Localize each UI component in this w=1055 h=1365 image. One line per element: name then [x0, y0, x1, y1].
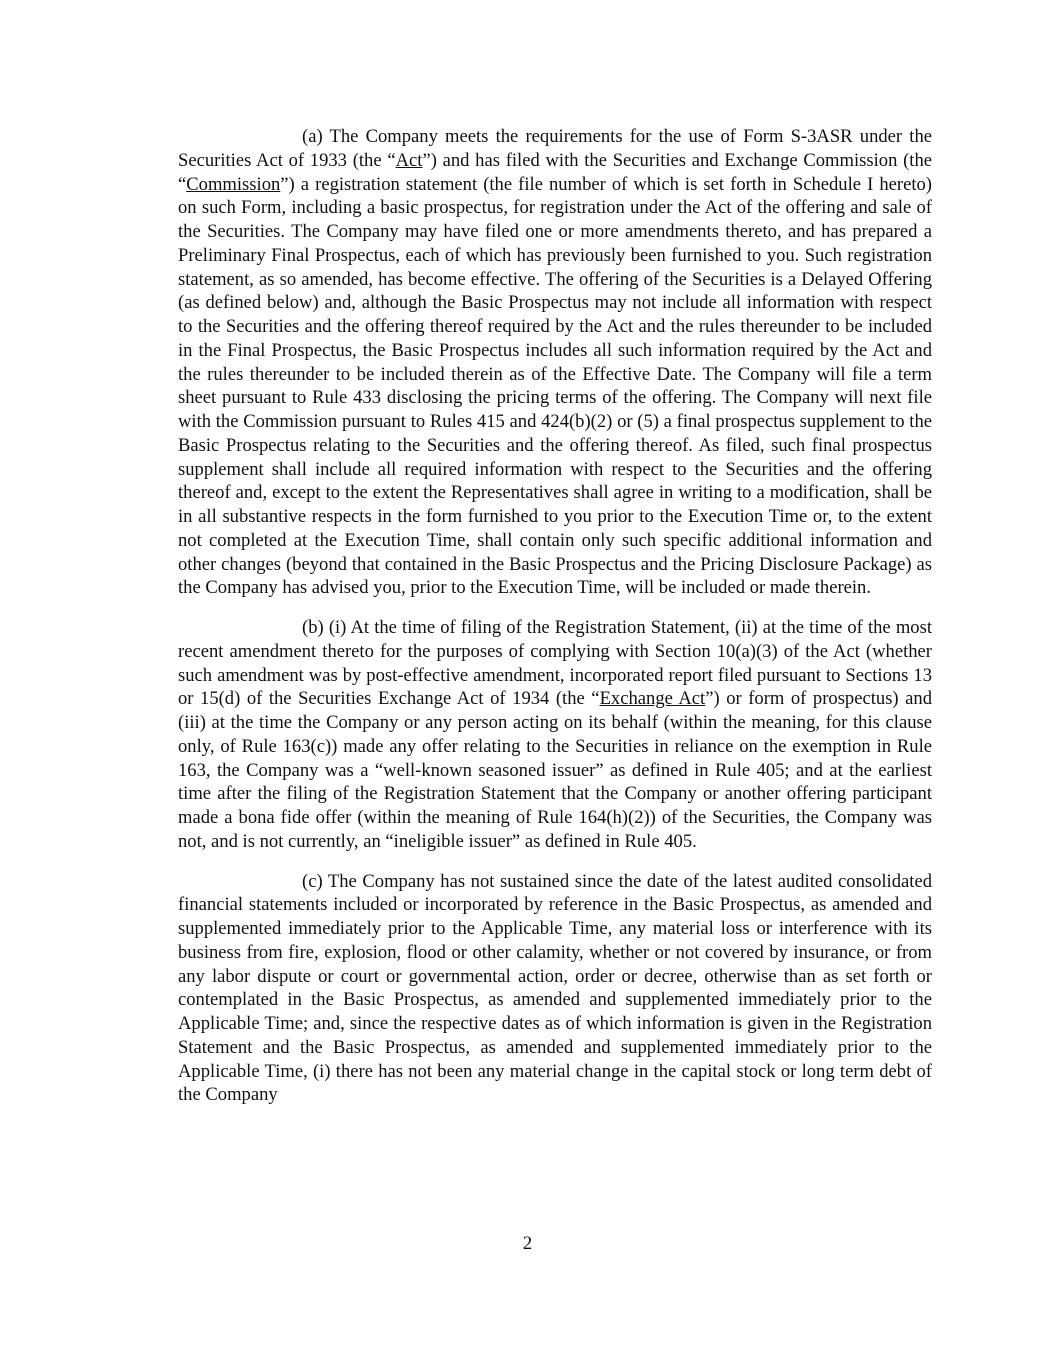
paragraph-a-text-2: ”) and has filed with the Securities and Exchange Commission (the “	[178, 149, 932, 195]
defined-term-commission: Commission	[186, 173, 281, 195]
paragraph-a-text-3: ”) a registration statement (the file number of which is set forth in Schedule I hereto) on such Form, including a basic prospectus, for registration under the Act of the offering and sale of the Securities. The Company may have filed one or more amendments thereto, and has prepared a Preliminary Final Prospectus, each of which has previously been furnished to you. Such registration statement, as so amended, has become effective. The offering of the Securities is a Delayed Offering (as defined below) and, although the Basic Prospectus may not include all information with respect to the Securities and the offering thereof required by the Act and the rules thereunder to be included in the Final Prospectus, the Basic Prospectus includes all such information required by the Act and the rules thereunder to be included therein as of the Effective Date. The Company will file a term sheet pursuant to Rule 433 disclosing the pricing terms of the offering. The Company will next file with the Commission pursuant to Rules 415 and 424(b)(2) or (5) a final prospectus supplement to the Basic Prospectus relating to the Securities and the offering thereof. As filed, such final prospectus supplement shall include all required information with respect to the Securities and the offering thereof and, except to the extent the Representatives shall agree in writing to a modification, shall be in all substantive respects in the form furnished to you prior to the Execution Time or, to the extent not completed at the Execution Time, shall contain only such specific additional information and other changes (beyond that contained in the Basic Prospectus and the Pricing Disclosure Package) as the Company has advised you, prior to the Execution Time, will be included or made therein.	[178, 173, 932, 599]
paragraph-a-text-1: (a) The Company meets the requirements for the use of Form S-3ASR under the Securities Act of 1933 (the “	[178, 126, 932, 171]
paragraph-c	[178, 870, 932, 1108]
paragraph-b-text-2: ”) or form of prospectus) and (iii) at the time the Company or any person acting on its behalf (within the meaning, for this clause only, of Rule 163(c)) made any offer relating to the Securities in reliance on the exemption in Rule 163, the Company was a “well-known seasoned issuer” as defined in Rule 405; and at the earliest time after the filing of the Registration Statement that the Company or another offering participant made a bona fide offer (within the meaning of Rule 164(h)(2)) of the Securities, the Company was not, and is not currently, an “ineligible issuer” as defined in Rule 405.	[178, 688, 932, 852]
defined-term-act: Act	[395, 149, 423, 171]
paragraph-a	[178, 125, 932, 600]
page-number: 2	[522, 1233, 533, 1254]
paragraph-c-text-1: (c) The Company has not sustained since the date of the latest audited consolidated financial statements included or incorporated by reference in the Basic Prospectus, as amended and supplemented immediately prior to the Applicable Time, any material loss or interference with its business from fire, explosion, flood or other calamity, whether or not covered by insurance, or from any labor dispute or court or governmental action, order or decree, otherwise than as set forth or contemplated in the Basic Prospectus, as amended and supplemented immediately prior to the Applicable Time; and, since the respective dates as of which information is given in the Registration Statement and the Basic Prospectus, as amended and supplemented immediately prior to the Applicable Time, (i) there has not been any material change in the capital stock or long term debt of the Company	[178, 870, 932, 1106]
defined-term-exchange-act: Exchange Act	[599, 688, 706, 710]
paragraph-b-text-1: (b) (i) At the time of filing of the Registration Statement, (ii) at the time of the most recent amendment thereto for the purposes of complying with Section 10(a)(3) of the Act (whether such amendment was by post-effective amendment, incorporated report filed pursuant to Sections 13 or 15(d) of the Securities Exchange Act of 1934 (the “	[178, 617, 932, 710]
paragraph-b	[178, 616, 932, 854]
document-body	[178, 125, 932, 1123]
